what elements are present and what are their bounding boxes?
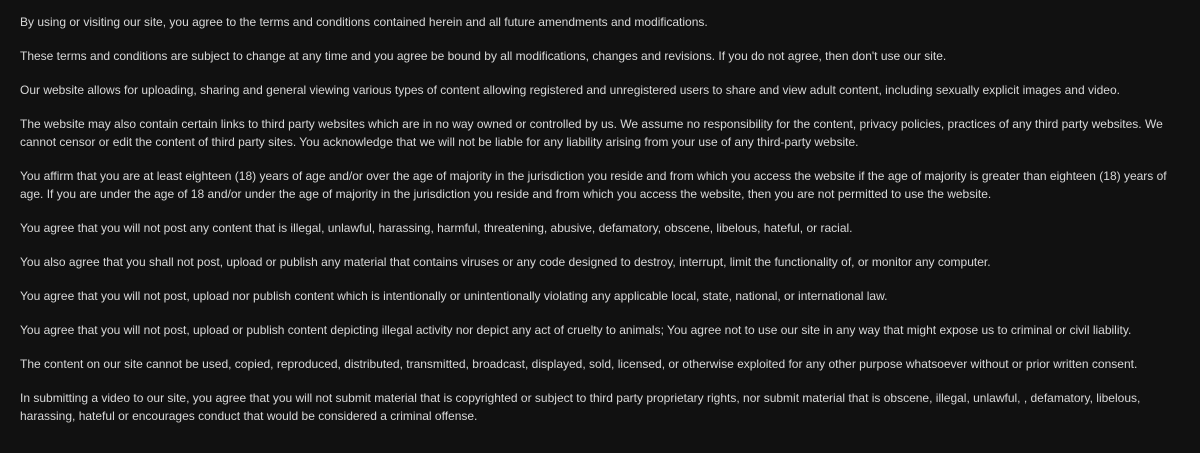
terms-paragraph: In submitting a video to our site, you agree that you will not submit material that is copyrighted or subject to third party proprietary rights, nor submit material that is obscene, illegal, unlawful, , defamatory, libelous, harassing, hateful or encourages conduct that would be considered a criminal offense. (20, 391, 1141, 423)
terms-paragraph: You agree that you will not post any content that is illegal, unlawful, harassing, harmful, threatening, abusive, defamatory, obscene, libelous, hateful, or racial. (20, 221, 853, 235)
terms-paragraph: You agree that you will not post, upload or publish content depicting illegal activity nor depict any act of cruelty to animals; You agree not to use our site in any way that might expose us to criminal or civil liability. (20, 323, 1132, 337)
terms-paragraph: The website may also contain certain links to third party websites which are in no way owned or controlled by us. We assume no responsibility for the content, privacy policies, practices of any third party websites. We cannot censor or edit the content of third party sites. You acknowledge that we will not be liable for any liability arising from your use of any third-party website. (20, 117, 1163, 149)
terms-paragraph: You agree that you will not post, upload nor publish content which is intentionally or unintentionally violating any applicable local, state, national, or international law. (20, 289, 888, 303)
terms-paragraph: The content on our site cannot be used, copied, reproduced, distributed, transmitted, broadcast, displayed, sold, licensed, or otherwise exploited for any other purpose whatsoever without or prior written consent. (20, 357, 1138, 371)
terms-paragraph: You affirm that you are at least eighteen (18) years of age and/or over the age of majority in the jurisdiction you reside and from which you access the website if the age of majority is greater than eighteen (18) years of age. If you are under the age of 18 and/or under the age of majority in the jurisdiction you reside and from which you access the website, then you are not permitted to use the website. (20, 169, 1167, 201)
terms-paragraph: By using or visiting our site, you agree to the terms and conditions contained herein and all future amendments and modifications. (20, 15, 708, 29)
terms-paragraph: Our website allows for uploading, sharing and general viewing various types of content allowing registered and unregistered users to share and view adult content, including sexually explicit images and video. (20, 83, 1120, 97)
terms-paragraph: You also agree that you shall not post, upload or publish any material that contains viruses or any code designed to destroy, interrupt, limit the functionality of, or monitor any computer. (20, 255, 991, 269)
terms-paragraph: These terms and conditions are subject to change at any time and you agree be bound by all modifications, changes and revisions. If you do not agree, then don't use our site. (20, 49, 947, 63)
